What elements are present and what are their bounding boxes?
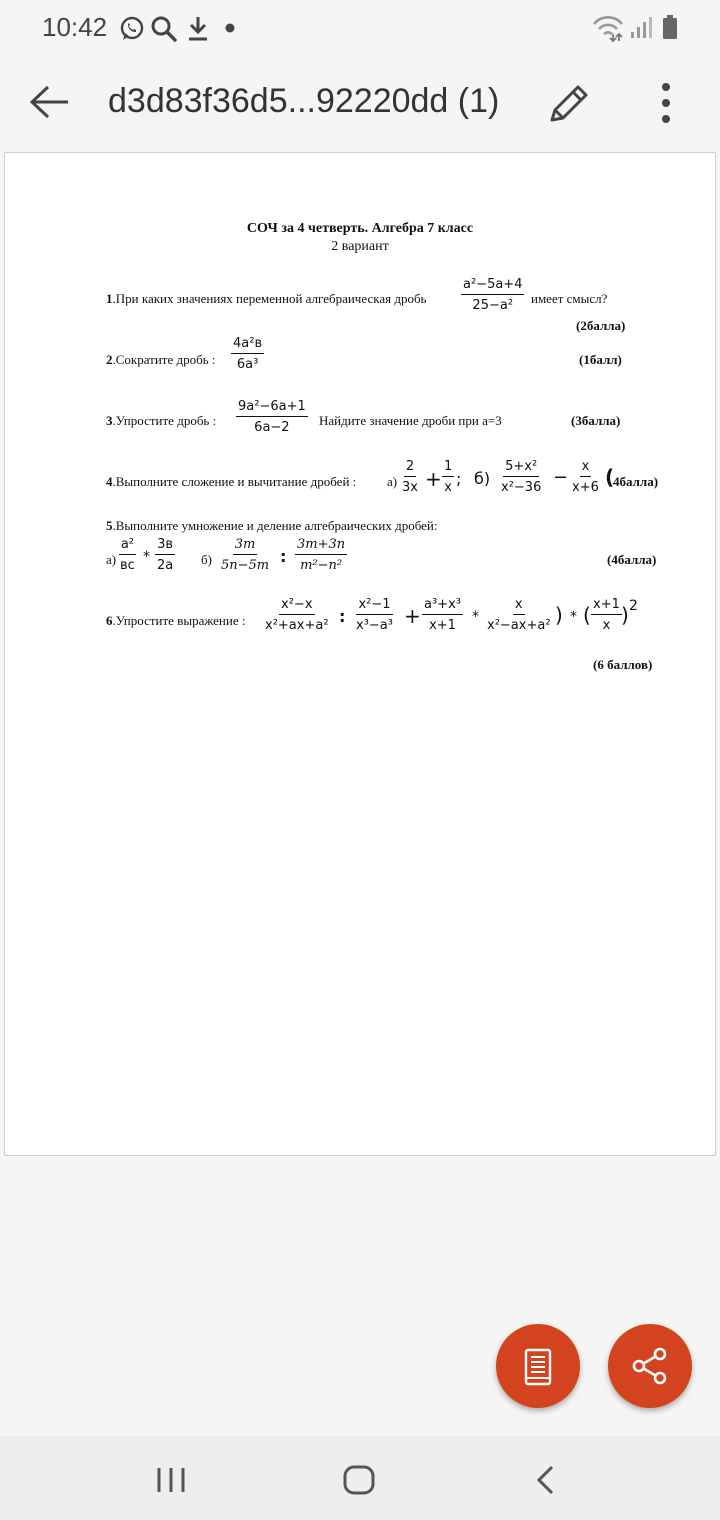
question-text: .Упростите выражение : bbox=[112, 613, 246, 628]
fraction bbox=[442, 459, 454, 495]
question-text: .При каких значениях переменной алгебраическая дробь bbox=[112, 291, 427, 306]
question-2 bbox=[106, 352, 216, 368]
denominator: x²+ax+a² bbox=[265, 618, 329, 633]
paren: ( bbox=[605, 465, 615, 489]
status-bar bbox=[0, 0, 720, 56]
label-a: а) bbox=[387, 474, 398, 489]
question-text: .Выполните сложение и вычитание дробей : bbox=[112, 474, 357, 489]
question-text: .Упростите дробь : bbox=[112, 413, 217, 428]
question-1 bbox=[106, 291, 427, 307]
question-5 bbox=[106, 518, 438, 534]
fraction bbox=[485, 597, 553, 633]
fraction bbox=[155, 537, 175, 573]
numerator: 9a²−6a+1 bbox=[236, 399, 308, 417]
numerator: 3в bbox=[155, 537, 175, 555]
question-number: 4 bbox=[106, 474, 113, 489]
points: (6 баллов) bbox=[593, 657, 653, 672]
question-number: 2 bbox=[106, 352, 113, 367]
question-6 bbox=[106, 613, 245, 629]
question-number: 6 bbox=[106, 613, 113, 628]
wifi-icon bbox=[592, 14, 624, 42]
numerator: a² bbox=[119, 537, 136, 555]
system-nav-bar bbox=[0, 1436, 720, 1520]
denominator: x bbox=[602, 618, 611, 633]
fraction bbox=[236, 399, 308, 435]
denominator: x²−ax+a² bbox=[487, 618, 551, 633]
points: 4балла) bbox=[613, 474, 659, 489]
question-number: 3 bbox=[106, 413, 113, 428]
fraction bbox=[400, 459, 420, 495]
numerator: x bbox=[580, 459, 592, 477]
numerator: a³+x³ bbox=[422, 597, 463, 615]
fraction bbox=[118, 537, 137, 573]
points: (1балл) bbox=[579, 352, 622, 367]
numerator: 2 bbox=[404, 459, 416, 477]
denominator: 2a bbox=[157, 558, 174, 573]
signal-icon bbox=[630, 14, 652, 40]
fraction bbox=[591, 597, 622, 633]
denominator: x bbox=[444, 480, 452, 495]
battery-icon bbox=[662, 14, 678, 40]
divide-sign: : bbox=[280, 547, 287, 566]
fraction bbox=[354, 597, 395, 633]
home-icon[interactable] bbox=[342, 1464, 376, 1496]
numerator: 1 bbox=[442, 459, 454, 477]
label-a: а) bbox=[106, 552, 117, 567]
denominator: x+1 bbox=[429, 618, 456, 633]
close-paren: ) bbox=[555, 603, 563, 627]
label-b: б) bbox=[474, 469, 491, 488]
points: (2балла) bbox=[576, 318, 626, 333]
minus-sign: − bbox=[553, 467, 569, 488]
denominator: 6a−2 bbox=[254, 420, 290, 435]
numerator: 3m bbox=[233, 537, 258, 555]
divide-sign: : bbox=[339, 607, 346, 626]
numerator: x bbox=[513, 597, 525, 615]
numerator: 3m+3n bbox=[295, 537, 347, 555]
question-tail: Найдите значение дроби при а=3 bbox=[319, 413, 502, 428]
denominator: вс bbox=[120, 558, 135, 573]
multiply-sign: * bbox=[143, 549, 150, 565]
search-icon bbox=[150, 15, 178, 43]
numerator: 5+x² bbox=[503, 459, 539, 477]
question-4 bbox=[106, 474, 356, 490]
denominator: 3x bbox=[402, 480, 418, 495]
more-vert-icon[interactable] bbox=[656, 82, 676, 126]
points: (3балла) bbox=[571, 413, 621, 428]
status-time: 10:42 bbox=[42, 12, 108, 42]
doc-title: СОЧ за 4 четверть. Алгебра 7 класс bbox=[246, 221, 474, 236]
doc-variant: 2 вариант bbox=[331, 239, 389, 254]
edit-pencil-icon[interactable] bbox=[546, 82, 590, 126]
fraction bbox=[263, 597, 331, 633]
question-number: 1 bbox=[106, 291, 113, 306]
download-icon bbox=[186, 15, 210, 43]
fraction bbox=[295, 537, 347, 573]
denominator: x+6 bbox=[572, 480, 599, 495]
plus-sign: + bbox=[404, 604, 421, 628]
denominator: 5n−5m bbox=[221, 558, 270, 573]
document-view-button[interactable] bbox=[496, 1324, 580, 1408]
question-number: 5 bbox=[106, 518, 113, 533]
document-icon bbox=[524, 1348, 552, 1386]
question-text: .Сократите дробь : bbox=[112, 352, 216, 367]
denominator: 6a³ bbox=[236, 357, 259, 372]
numerator: 4a²в bbox=[231, 336, 264, 354]
fraction bbox=[570, 459, 601, 495]
fraction bbox=[499, 459, 543, 495]
nav-back-icon[interactable] bbox=[534, 1464, 556, 1496]
document-page[interactable] bbox=[4, 152, 716, 1156]
numerator: x²−x bbox=[279, 597, 315, 615]
close-paren: ) bbox=[621, 603, 629, 627]
share-button[interactable] bbox=[608, 1324, 692, 1408]
semicolon: ; bbox=[456, 469, 462, 488]
question-text: .Выполните умножение и деление алгебраических дробей: bbox=[112, 518, 438, 533]
dot-icon bbox=[224, 22, 236, 34]
recents-icon[interactable] bbox=[156, 1466, 186, 1494]
fraction bbox=[219, 537, 271, 573]
exponent: 2 bbox=[629, 598, 638, 614]
denominator: x³−a³ bbox=[356, 618, 393, 633]
label-b: б) bbox=[201, 552, 212, 567]
denominator: 25−a² bbox=[472, 298, 514, 313]
multiply-sign: * bbox=[570, 609, 577, 625]
fraction bbox=[231, 336, 264, 372]
points: (4балла) bbox=[607, 552, 657, 567]
denominator: x²−36 bbox=[501, 480, 542, 495]
numerator: a²−5a+4 bbox=[461, 277, 524, 295]
multiply-sign: * bbox=[472, 609, 479, 625]
numerator: x+1 bbox=[591, 597, 622, 615]
open-paren: ( bbox=[583, 603, 591, 627]
share-icon bbox=[630, 1346, 670, 1386]
fraction bbox=[461, 277, 524, 313]
numerator: x²−1 bbox=[356, 597, 392, 615]
plus-sign: + bbox=[425, 467, 442, 491]
denominator: m²−n² bbox=[300, 558, 343, 573]
back-arrow-icon[interactable] bbox=[28, 84, 70, 120]
document-title: d3d83f36d5...92220dd (1) bbox=[108, 82, 500, 120]
whatsapp-icon bbox=[118, 15, 146, 43]
question-tail: имеет смысл? bbox=[531, 291, 608, 306]
question-3 bbox=[106, 413, 216, 429]
fraction bbox=[422, 597, 463, 633]
